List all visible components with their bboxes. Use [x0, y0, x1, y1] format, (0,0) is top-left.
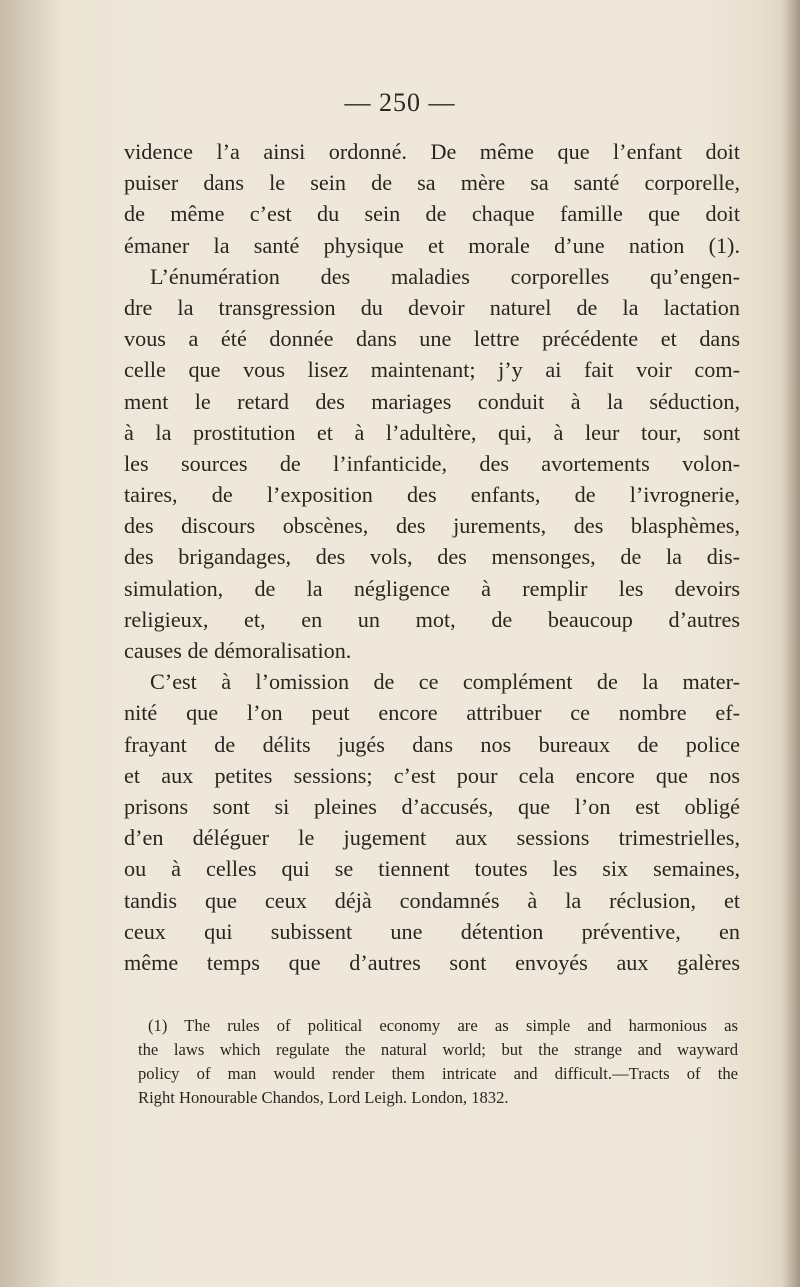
footnote-line: (1) The rules of political economy are as simple and harmonious as [148, 1016, 738, 1035]
footnote-line: policy of man would render them intricate and difficult.—Tracts of the [138, 1064, 738, 1083]
body-line: des discours obscènes, des jurements, des blasphèmes, [124, 513, 740, 539]
body-line: celle que vous lisez maintenant; j’y ai fait voir com- [124, 357, 740, 383]
body-line: d’en déléguer le jugement aux sessions trimestrielles, [124, 825, 740, 851]
body-line: émaner la santé physique et morale d’une nation (1). [124, 232, 740, 258]
body-line: et aux petites sessions; c’est pour cela encore que nos [124, 762, 740, 788]
body-line: tandis que ceux déjà condamnés à la réclusion, et [124, 887, 740, 913]
body-line: vous a été donnée dans une lettre précédente et dans [124, 326, 740, 352]
body-line: ment le retard des mariages conduit à la séduction, [124, 388, 740, 414]
body-line: causes de démoralisation. [124, 638, 352, 663]
footnote [138, 1014, 738, 1110]
body-line: ou à celles qui se tiennent toutes les six semaines, [124, 856, 740, 882]
body-line: simulation, de la négligence à remplir les devoirs [124, 575, 740, 601]
body-line: dre la transgression du devoir naturel de la lactation [124, 294, 740, 320]
footnote-line: the laws which regulate the natural world; but the strange and wayward [138, 1040, 738, 1059]
body-line: C’est à l’omission de ce complément de la mater- [150, 669, 740, 695]
body-line: religieux, et, en un mot, de beaucoup d’autres [124, 606, 740, 632]
body-line: nité que l’on peut encore attribuer ce nombre ef- [124, 700, 740, 726]
body-line: même temps que d’autres sont envoyés aux galères [124, 949, 740, 975]
body-line: taires, de l’exposition des enfants, de l’ivrognerie, [124, 482, 740, 508]
body-line: vidence l’a ainsi ordonné. De même que l’enfant doit [124, 139, 740, 164]
body-line: à la prostitution et à l’adultère, qui, à leur tour, sont [124, 419, 740, 445]
body-line: puiser dans le sein de sa mère sa santé corporelle, [124, 170, 740, 196]
page-gutter-shadow [0, 0, 60, 1287]
body-line: L’énumération des maladies corporelles qu’engen- [150, 263, 740, 289]
body-line: des brigandages, des vols, des mensonges, de la dis- [124, 544, 740, 570]
body-line: frayant de délits jugés dans nos bureaux de police [124, 731, 740, 757]
footnote-line: Right Honourable Chandos, Lord Leigh. London, 1832. [138, 1088, 509, 1107]
page-edge-shadow [782, 0, 800, 1287]
body-line: de même c’est du sein de chaque famille que doit [124, 201, 740, 227]
body-line: ceux qui subissent une détention préventive, en [124, 918, 740, 944]
page-number-header: — 250 — [344, 88, 456, 117]
body-line: les sources de l’infanticide, des avortements volon- [124, 450, 740, 476]
body-line: prisons sont si pleines d’accusés, que l’on est obligé [124, 793, 740, 819]
body-text [124, 136, 740, 978]
